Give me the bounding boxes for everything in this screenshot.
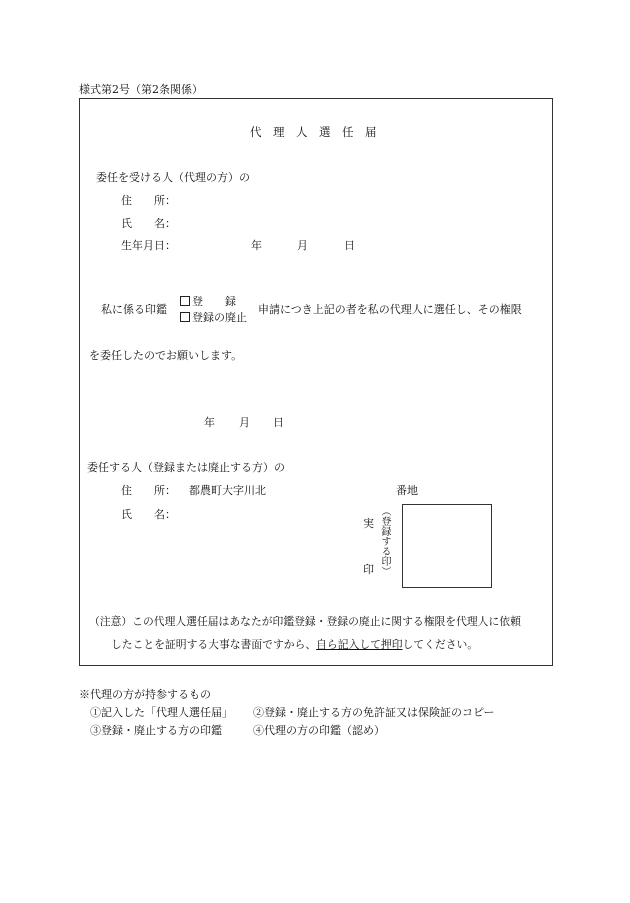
- register-checkbox[interactable]: [180, 296, 190, 306]
- bring-heading: ※代理の方が持参するもの: [79, 688, 211, 701]
- statement-line2: を委任したのでお願いします。: [89, 349, 243, 362]
- seal-jitsu-label: 実: [363, 517, 374, 530]
- birth-year-label: 年: [251, 239, 262, 252]
- seal-prefix: 私に係る印鑑: [101, 303, 167, 316]
- abolish-checkbox[interactable]: [180, 312, 190, 322]
- bring-item-1: ①記入した「代理人選任届」: [90, 706, 233, 719]
- agent-name-label: 氏 名：: [121, 217, 176, 230]
- form-number: 様式第2号（第2条関係）: [79, 83, 203, 96]
- principal-address-label: 住 所：: [121, 484, 176, 497]
- birth-month-label: 月: [297, 239, 308, 252]
- seal-stamp-box: [402, 504, 492, 588]
- bring-item-3: ③登録・廃止する方の印鑑: [90, 724, 222, 737]
- notice-line2: [111, 637, 478, 652]
- notice-line2-before: したことを証明する大事な書面ですから、: [111, 638, 317, 651]
- option-abolish[interactable]: [180, 309, 247, 325]
- notice-line2-after: してください。: [402, 638, 479, 651]
- date-day-label: 日: [273, 416, 284, 429]
- seal-paren-label: （登録する印）: [379, 506, 390, 576]
- agent-birth-label: 生年月日：: [121, 239, 176, 252]
- notice-line1: （注意）この代理人選任届はあなたが印鑑登録・登録の廃止に関する権限を代理人に依頼: [89, 615, 521, 628]
- form-title: 代 理 人 選 任 届: [250, 125, 377, 139]
- banchi-label: 番地: [396, 484, 418, 497]
- option-register[interactable]: [180, 293, 236, 309]
- principal-heading: 委任する人（登録または廃止する方）の: [87, 461, 285, 474]
- date-year-label: 年: [204, 416, 215, 429]
- agent-address-label: 住 所：: [121, 194, 176, 207]
- option-register-label: 登 録: [192, 295, 236, 308]
- agent-heading: 委任を受ける人（代理の方）の: [96, 171, 250, 184]
- principal-name-label: 氏 名：: [121, 508, 176, 521]
- date-month-label: 月: [239, 416, 250, 429]
- option-abolish-label: 登録の廃止: [192, 311, 247, 324]
- bring-item-4: ④代理の方の印鑑（認め）: [253, 724, 385, 737]
- statement-line1: 申請につき上記の者を私の代理人に選任し、その権限: [258, 303, 522, 316]
- birth-day-label: 日: [344, 239, 355, 252]
- seal-in-label: 印: [363, 563, 374, 576]
- notice-line2-underlined: 自ら記入して押印: [316, 638, 403, 651]
- bring-item-2: ②登録・廃止する方の免許証又は保険証のコピー: [253, 706, 495, 719]
- principal-address-value: 都農町大字川北: [189, 484, 266, 497]
